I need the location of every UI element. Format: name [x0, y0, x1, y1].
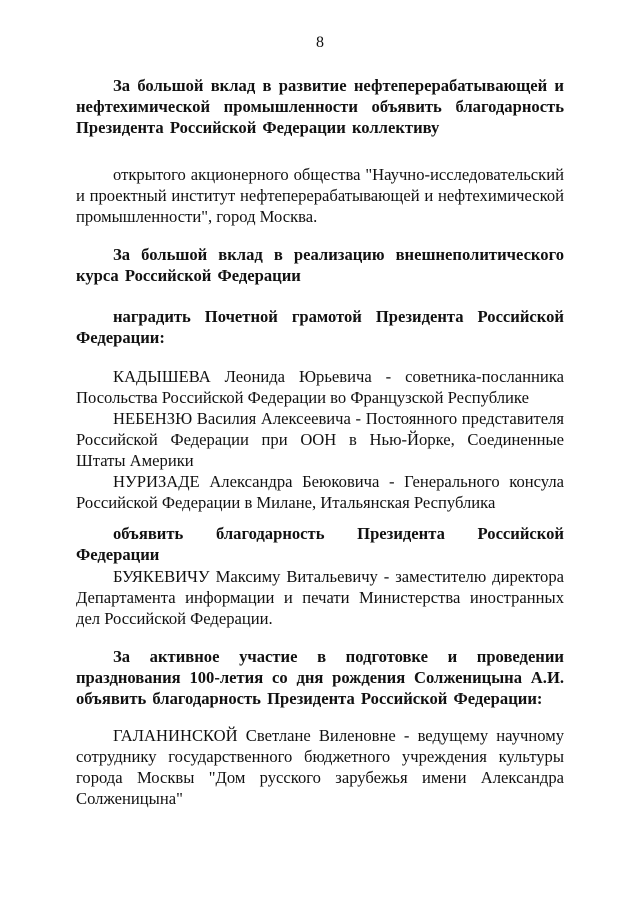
award-recipient-nebenzya: НЕБЕНЗЮ Василия Алексеевича - Постоянного представителя Российской Федерации при ООН в Нью-Йорке, Соединенные Штаты Америки: [76, 409, 564, 470]
solzhenitsyn-heading: За активное участие в подготовке и проведении празднования 100-летия со дня рождения Солженицына А.И. объявить благодарность Президента Российской Федерации:: [76, 647, 564, 708]
refinery-heading: За большой вклад в развитие нефтеперерабатывающей и нефтехимической промышленности объявить благодарность Президента Российской Федерации коллективу: [76, 76, 564, 137]
refinery-recipient: открытого акционерного общества "Научно-исследовательский и проектный институт нефтеперерабатывающей и нефтехимической промышленности", город Москва.: [76, 165, 564, 226]
award-recipient-kadyshev: КАДЫШЕВА Леонида Юрьевича - советника-посланника Посольства Российской Федерации во Французской Республике: [76, 367, 564, 407]
award-recipients-list: [76, 366, 564, 513]
award-recipient-nurizade: НУРИЗАДЕ Александра Беюковича - Генерального консула Российской Федерации в Милане, Итальянская Республика: [76, 472, 564, 512]
gratitude-heading: объявить благодарность Президента Российской Федерации: [76, 524, 564, 564]
foreign-policy-heading: За большой вклад в реализацию внешнеполитического курса Российской Федерации: [76, 245, 564, 285]
gratitude-recipient: БУЯКЕВИЧУ Максиму Витальевичу - заместителю директора Департамента информации и печати Министерства иностранных дел Российской Федерации.: [76, 567, 564, 628]
solzhenitsyn-recipient: ГАЛАНИНСКОЙ Светлане Виленовне - ведущему научному сотруднику государственного бюджетного учреждения культуры города Москвы "Дом русского зарубежья имени Александра Солженицына": [76, 726, 564, 808]
page-number: 8: [316, 34, 324, 51]
award-heading: наградить Почетной грамотой Президента Российской Федерации:: [76, 307, 564, 347]
